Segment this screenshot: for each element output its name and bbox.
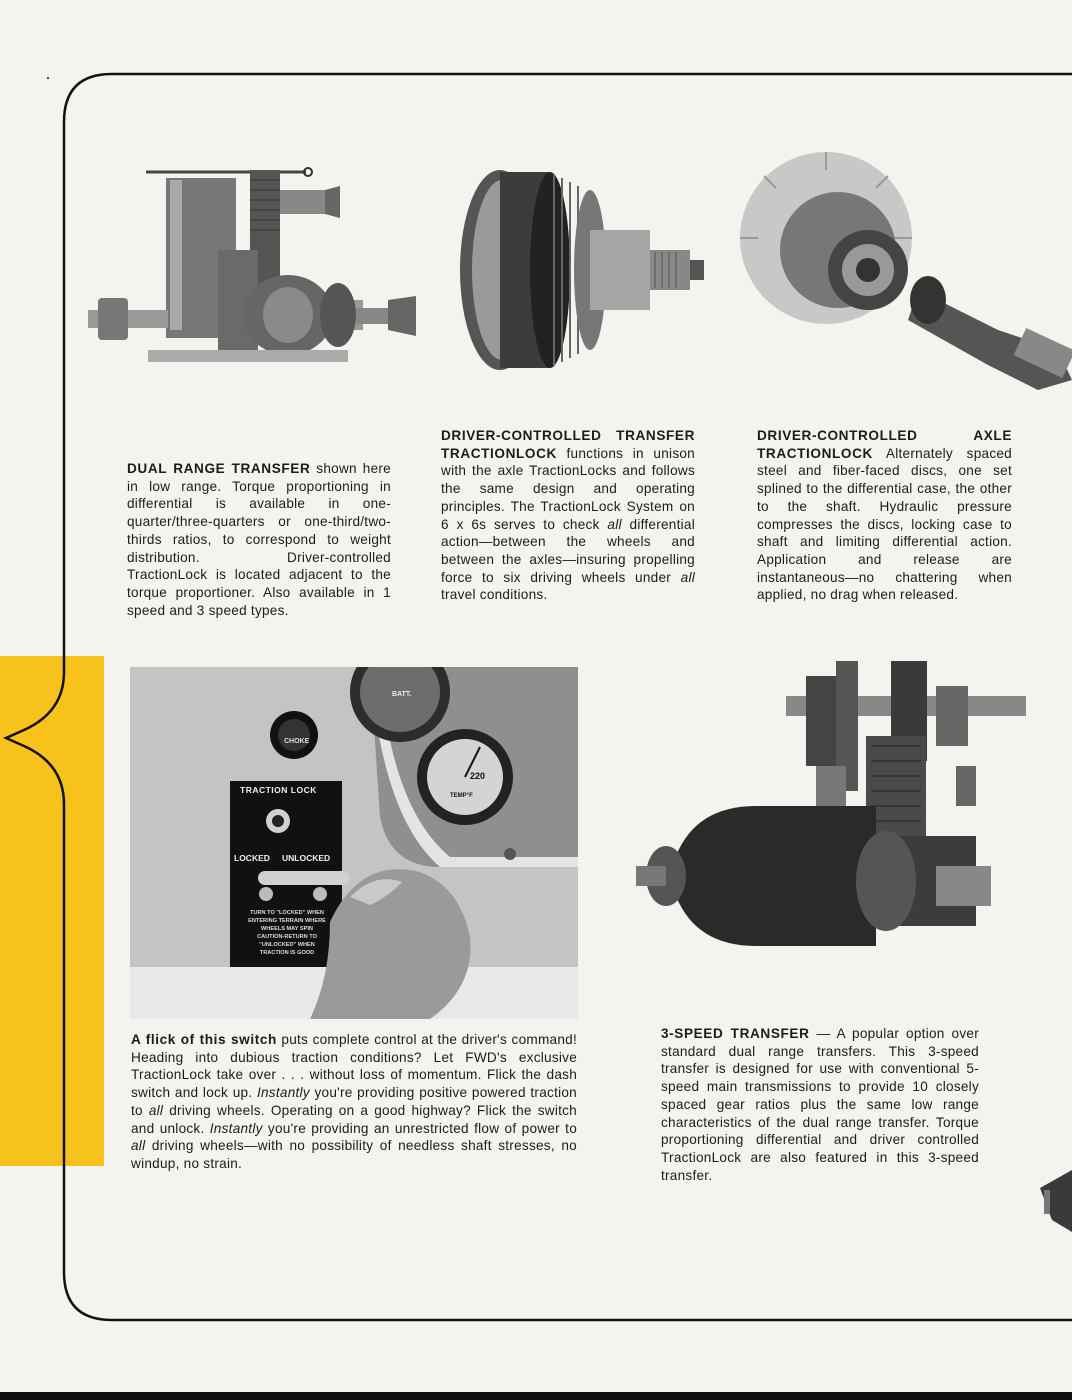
bottom-edge-bar bbox=[0, 1392, 1072, 1400]
dash-switch-photo bbox=[130, 667, 578, 1019]
plate-instructions bbox=[232, 909, 342, 957]
plate-unlocked-label: UNLOCKED bbox=[282, 853, 331, 863]
choke-label: CHOKE bbox=[284, 738, 310, 745]
switch-em-2: all bbox=[148, 1102, 164, 1118]
axle-tractionlock-caption bbox=[757, 427, 1012, 604]
axle-tractionlock-photo bbox=[738, 150, 1072, 390]
plate-instruction-line: CAUTION-RETURN TO bbox=[257, 934, 317, 940]
switch-body-1: puts complete control at the driver's command! Heading into dubious traction conditions? Let FWD's exclusive TractionLock take over . . . without loss of momentum. Flick the dash switch and lock up. bbox=[131, 1032, 577, 1101]
three-speed-body: — A popular option over standard dual range transfers. This 3-speed transfer is designed for use with conventional 5-speed main transmissions to provide 10 closely spaced gear ratios plus the same low range characteristics of the dual range transfer. Torque proportioning differential and driver controlled TractionLock are also featured in this 3-speed transfer. bbox=[661, 1026, 979, 1183]
switch-body-4: you're providing an unrestricted flow of power to bbox=[262, 1120, 577, 1136]
traction-lock-plate-title: TRACTION LOCK bbox=[240, 785, 317, 795]
switch-em-4: all bbox=[131, 1138, 146, 1154]
transfer-tractionlock-em-2: all bbox=[680, 569, 695, 585]
plate-instruction-line: "UNLOCKED" WHEN bbox=[259, 942, 315, 948]
plate-instruction-line: ENTERING TERRAIN WHERE bbox=[248, 918, 326, 924]
transfer-tractionlock-heading: DRIVER-CONTROLLED TRANSFER TRACTIONLOCK bbox=[441, 428, 695, 461]
transfer-tractionlock-body-3: travel conditions. bbox=[441, 587, 548, 603]
switch-caption bbox=[131, 1031, 577, 1173]
switch-body-5: driving wheels—with no possibility of needless shaft stresses, no windup, no strain. bbox=[131, 1138, 577, 1171]
plate-instruction-line: TURN TO "LOCKED" WHEN bbox=[250, 910, 324, 916]
dual-range-heading: DUAL RANGE TRANSFER bbox=[127, 461, 311, 476]
gauge-reading: 220 bbox=[470, 771, 486, 781]
three-speed-transfer-photo bbox=[636, 656, 1036, 976]
three-speed-heading: 3-SPEED TRANSFER bbox=[661, 1026, 810, 1041]
switch-heading: A flick of this switch bbox=[131, 1032, 277, 1047]
transfer-tractionlock-caption bbox=[441, 427, 695, 604]
gauge-unit: TEMP°F bbox=[450, 793, 473, 799]
dual-range-body: shown here in low range. Torque proportioning in differential is available in one-quarter/three-quarters or one-third/two-thirds ratios, to correspond to weight distribution. Driver-controlled TractionLock is located adjacent to the torque proportioner. Also available in 1 speed and 3 speed types. bbox=[127, 461, 391, 618]
plate-instruction-line: TRACTION IS GOOD bbox=[259, 950, 315, 956]
axle-tractionlock-body: Alternately spaced steel and fiber-faced discs, one set splined to the differential case, the other to the shaft. Hydraulic pressure compresses the discs, locking case to shaft and limiting differential action. Application and release are instantaneous—no chattering when applied, no drag when released. bbox=[757, 445, 1012, 603]
switch-body-2: you're providing positive powered traction to bbox=[131, 1085, 577, 1118]
plate-locked-label: LOCKED bbox=[234, 853, 270, 863]
switch-em-1: Instantly bbox=[256, 1085, 310, 1101]
transfer-tractionlock-body-2: differential action—between the wheels and between the axles—insuring propelling force to six driving wheels under bbox=[441, 516, 695, 585]
transfer-tractionlock-em-1: all bbox=[607, 516, 622, 532]
transfer-tractionlock-body-1: functions in unison with the axle TractionLocks and follows the same design and operating principles. The TractionLock System on 6 x 6s serves to check bbox=[441, 445, 695, 532]
switch-em-3: Instantly bbox=[209, 1120, 263, 1136]
batt-label: BATT. bbox=[392, 691, 412, 698]
switch-body-3: driving wheels. Operating on a good highway? Flick the switch and unlock. bbox=[131, 1102, 577, 1136]
dual-range-transfer-photo bbox=[88, 160, 418, 392]
page-edge-fragment bbox=[1040, 1170, 1072, 1232]
axle-tractionlock-heading: DRIVER-CONTROLLED AXLE TRACTIONLOCK bbox=[757, 428, 1012, 461]
three-speed-caption bbox=[661, 1025, 979, 1184]
plate-instruction-line: WHEELS MAY SPIN bbox=[261, 926, 313, 932]
dual-range-caption bbox=[127, 460, 391, 619]
transfer-tractionlock-photo bbox=[450, 160, 705, 380]
